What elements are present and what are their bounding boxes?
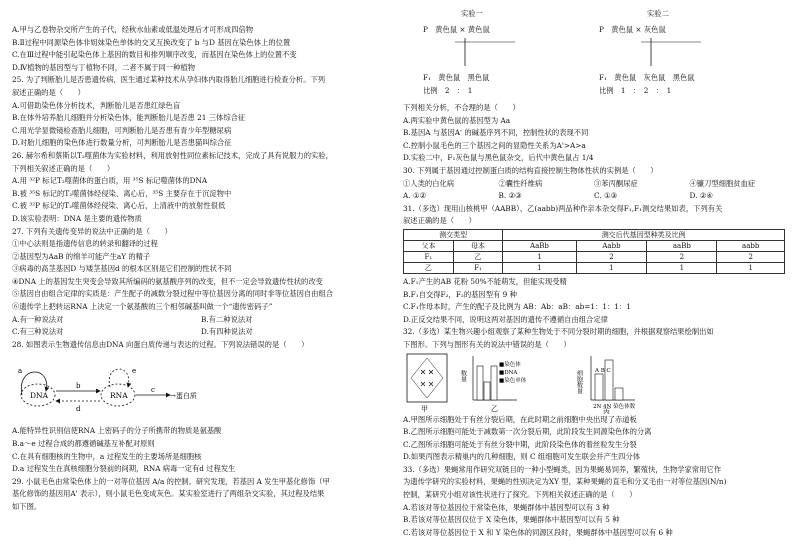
group-labels: A B C bbox=[595, 367, 611, 374]
legend-1: ■染色体 bbox=[499, 361, 521, 368]
question-29 bbox=[12, 476, 390, 514]
question-32 bbox=[403, 326, 785, 464]
exp1-title: 实验一 bbox=[461, 9, 483, 18]
bing-xlabel: 2N 4N 染色体数 bbox=[593, 403, 636, 410]
q24-options bbox=[12, 24, 390, 74]
text-line: A.甲与乙卷物杂交所产生的子代，经秋水仙素或低温处理后才可形成四倍物 bbox=[12, 25, 254, 34]
dna-label: DNA bbox=[30, 391, 48, 401]
statement: ⑤基因自由组合定律的实质是：产生配子的减数分裂过程中等位基因分离的同时非等位基因自由组合 bbox=[12, 289, 334, 299]
statement: ③病毒的高茎基因D 与矮茎基因d 的根本区别是它们控制的性状不同 bbox=[12, 264, 232, 274]
bar-c bbox=[615, 388, 623, 400]
statement: ④DNA 上的基因发生突变会导致其所编码的氨基酸序列的改变，但不一定会导致遗传性状的改变 bbox=[12, 276, 323, 286]
table-cell: 2 bbox=[717, 251, 785, 262]
cross-lines-svg bbox=[403, 36, 783, 72]
bing-ylabel: 细胞数量 bbox=[575, 369, 583, 394]
option-row bbox=[12, 314, 390, 327]
testcross-table bbox=[403, 229, 785, 274]
option-row bbox=[403, 190, 785, 203]
question-29-cont bbox=[403, 102, 785, 165]
option: B.基因A 与基因A' 的碱基序列不同，控制性状的表现不同 bbox=[403, 128, 589, 138]
option: B.乙图所示细胞可能处于减数第一次分裂后期，此阶段发生同源染色体的分离 bbox=[403, 427, 652, 437]
cell-jia bbox=[407, 354, 447, 402]
table-header: 测交后代基因型种类及比例 bbox=[503, 229, 785, 240]
option: C.若该对等位基因位于 X 和 Y 染色体的同源区段时，果蝇群体中基因型可以有 6 种 bbox=[403, 527, 673, 537]
label-c: c bbox=[151, 386, 155, 395]
table-cell: F₁ bbox=[404, 251, 454, 262]
bar-a bbox=[595, 374, 603, 400]
question-30 bbox=[403, 165, 785, 203]
question-stem: 叙述正确的是（ ） bbox=[403, 216, 476, 226]
exp1-ratio: 比例 2 ： 1 bbox=[423, 86, 473, 95]
legend-2: ■DNA bbox=[499, 369, 518, 376]
table-header: 测交类型 bbox=[404, 229, 503, 240]
exp1-f1: F₁ 黄色鼠 黑色鼠 bbox=[423, 73, 490, 82]
question-stem: 28. 如图表示生物遗传信息由DNA 向蛋白质传递与表达的过程。下列说法错误的是（ ） bbox=[12, 339, 309, 349]
table-cell: 乙 bbox=[404, 262, 454, 273]
question-stem: 控制，某研究小组对该性状进行了探究。下列相关叙述正确的是（ ） bbox=[403, 490, 637, 500]
option: B.在体外培养胎儿细胞并分析染色体，能判断胎儿是否患 21 三体综合征 bbox=[12, 113, 246, 123]
option-row bbox=[12, 326, 390, 339]
label-b: b bbox=[76, 382, 81, 391]
table-cell: 1 bbox=[503, 251, 576, 262]
option: B.a～e 过程合成的都遵循碱基互补配对原则 bbox=[12, 439, 155, 449]
cell-division-figure bbox=[403, 352, 785, 414]
exp2-f1: F₁ 黄色鼠 灰色鼠 黑色鼠 bbox=[599, 73, 695, 82]
exp2-title: 实验二 bbox=[647, 9, 669, 18]
text-line: C.在Ⅲ过程中能引起染色体上基因的数目和排列顺序改变，而基因在染色体上的位置不变 bbox=[12, 50, 297, 60]
option: C.用光学显微镜检查胎儿细胞，可判断胎儿是否患有青少年型糖尿病 bbox=[12, 125, 232, 135]
rna-label: RNA bbox=[110, 391, 128, 401]
label-jia: 甲 bbox=[421, 404, 428, 413]
cross-experiments-figure bbox=[403, 8, 785, 102]
table-cell: 乙 bbox=[453, 251, 503, 262]
option: D. ②④ bbox=[689, 191, 713, 201]
option: A.甲图所示细胞处于有丝分裂后期，在此时期之前细胞中央出现了赤道板 bbox=[403, 414, 637, 424]
option: D.正反交结果不同，说明这两对基因的遗传不遵循自由组合定律 bbox=[403, 314, 608, 324]
statement: ①人类的白化病 bbox=[403, 178, 455, 188]
question-stem: 25. 为了判断胎儿是否患遗传病，医生通过某种技术从孕妇体内取得胎儿细胞进行检查分析。下列 bbox=[12, 75, 326, 85]
option: A.若该对等位基因位于常染色体，果蝇群体中基因型可以有 3 种 bbox=[403, 502, 610, 512]
option: A.两实验中黄色鼠的基因型为 Aa bbox=[403, 115, 511, 125]
option: C.控制小鼠毛色的三个基因之间的显隐性关系为A'>A>a bbox=[403, 140, 586, 150]
question-stem: 下列相关分析，不合理的是（ ） bbox=[403, 103, 520, 112]
option: D.该实验表明：DNA 是主要的遗传物质 bbox=[12, 213, 142, 223]
question-27 bbox=[12, 226, 390, 339]
option: C.F₁作母本时，产生的配子及比例为 AB：Ab：aB：ab=1：1：1：1 bbox=[403, 302, 631, 312]
central-dogma-svg bbox=[12, 351, 212, 425]
table-cell: 1 bbox=[647, 262, 717, 273]
option: A.能特异性识别信使RNA 上密码子的分子所携带的物质是氨基酸 bbox=[12, 426, 222, 436]
option: A.可借助染色体分析技术，判断胎儿是否患红绿色盲 bbox=[12, 100, 181, 110]
table-cell: 2 bbox=[576, 251, 647, 262]
option: D.实验二中，F₁灰色鼠与黑色鼠杂交，后代中黄色鼠占 1/4 bbox=[403, 153, 594, 163]
option: C.被 ³²P 标记的T₂噬菌体经侵染、离心后，上清液中的放射性很低 bbox=[12, 201, 226, 211]
question-33 bbox=[403, 464, 785, 540]
table-cell: AaBb bbox=[503, 240, 576, 251]
option: B.被 ³⁵S 标记的T₂噬菌体经侵染、离心后，³⁵S 主要存在于沉淀物中 bbox=[12, 188, 232, 198]
option: C.在具有细胞核的生物中，a 过程发生的主要场所是细胞核 bbox=[12, 451, 202, 461]
bar-b bbox=[605, 360, 613, 400]
question-stem: 27. 下列有关遗传变异的说法中正确的是（ ） bbox=[12, 226, 172, 236]
option: D.a 过程发生在真核细胞分裂前的间期，RNA 病毒一定有d 过程发生 bbox=[12, 464, 236, 474]
question-stem: 30. 下列属于基因通过控制蛋白质的结构直接控制生物体性状的实例是（ ） bbox=[403, 165, 658, 175]
statement: ②基因型为AaB 的绵羊可能产生aY 的精子 bbox=[12, 251, 151, 261]
exp1-parents: P 黄色鼠 × 黄色鼠 bbox=[423, 25, 490, 34]
statement: ④镰刀型细胞贫血症 bbox=[689, 178, 756, 188]
yi-ylabel: 数量 bbox=[459, 369, 467, 382]
label-yi: 乙 bbox=[491, 404, 498, 413]
question-31 bbox=[403, 203, 785, 327]
table-cell: Aabb bbox=[576, 240, 647, 251]
statement-row bbox=[403, 178, 785, 191]
right-column bbox=[403, 8, 785, 539]
left-column bbox=[12, 24, 390, 514]
option: B.F₁自交得F₂，F₂的基因型有 9 种 bbox=[403, 289, 517, 299]
exp2-ratio: 比例 1 ： 2 ： 1 bbox=[599, 86, 672, 95]
statement: ①中心法则是指遗传信息的转录和翻译的过程 bbox=[12, 239, 158, 249]
table-cell: 1 bbox=[503, 262, 576, 273]
question-stem: 26. 赫尔希和蔡斯以T₂噬菌体为实验材料，利用放射性同位素标记技术，完成了具有说服力的实验， bbox=[12, 150, 333, 160]
label-a: a bbox=[18, 367, 23, 376]
option: C.乙图所示细胞可能处于有丝分裂中期，此阶段染色体的着丝粒发生分裂 bbox=[403, 439, 637, 449]
table-row bbox=[404, 262, 785, 273]
cell-division-svg bbox=[403, 352, 785, 414]
option: D.有四种说法对 bbox=[201, 327, 253, 337]
option: D.对胎儿细胞的染色体进行数量分析，可判断胎儿是否患猫叫综合征 bbox=[12, 138, 232, 148]
option: B. ②③ bbox=[498, 191, 522, 201]
question-28 bbox=[12, 339, 390, 476]
central-dogma-diagram bbox=[12, 351, 390, 425]
legend-3: ■染色单体 bbox=[499, 377, 527, 384]
table-cell: 1 bbox=[717, 262, 785, 273]
option: A.有一种说法对 bbox=[12, 314, 64, 324]
statement: ②囊性纤维病 bbox=[498, 178, 543, 188]
option: A. ①② bbox=[403, 191, 426, 201]
table-cell: 2 bbox=[647, 251, 717, 262]
text-line: D.Ⅳ植物的基因型与丁植物不同，二者不属于同一种植物 bbox=[12, 62, 196, 72]
option: B.有二种说法对 bbox=[201, 314, 253, 324]
question-25 bbox=[12, 74, 390, 150]
statement: ⑥遗传学上把转运RNA 上决定一个氨基酸的三个相邻碱基叫做一个“遗传密码子” bbox=[12, 302, 273, 312]
label-bing: 丙 bbox=[603, 407, 610, 414]
option: D.如果丙图表示精巢内的几种细胞，则 C 组细胞可发生联会并产生四分体 bbox=[403, 452, 641, 462]
option: C. ①③ bbox=[594, 191, 618, 201]
table-cell: F₁ bbox=[453, 262, 503, 273]
question-stem: 如下图。 bbox=[12, 502, 42, 511]
table-cell: aabb bbox=[717, 240, 785, 251]
question-26 bbox=[12, 150, 390, 226]
text-line: B.Ⅱ过程中同源染色体非姐妹染色单体的交叉互换改变了 b 与D 基因在染色体上的位置 bbox=[12, 37, 291, 47]
option: A.F₁产生的AB 花粉 50%不能萌发，但能实现受精 bbox=[403, 276, 567, 286]
question-stem: 为遗传学研究的实验材料，果蝇的性别决定为XY 型，某种果蝇的直毛和分叉毛由一对等位基因(N/n) bbox=[403, 477, 727, 487]
question-stem: 下列相关叙述正确的是（ ） bbox=[12, 163, 115, 173]
statement: ③苯丙酮尿症 bbox=[594, 178, 638, 188]
label-d: d bbox=[76, 405, 81, 414]
question-stem: 下图形。下列与图形有关的说法中错误的是（ ） bbox=[403, 339, 571, 349]
question-stem: 叙述正确的是（ ） bbox=[12, 87, 85, 97]
table-cell: 父本 bbox=[404, 240, 454, 251]
protein-label: →蛋白质 bbox=[170, 392, 197, 401]
table-cell: 1 bbox=[576, 262, 647, 273]
table-row bbox=[404, 251, 785, 262]
question-stem: 基化修饰的基因用A' 表示），则小鼠毛色变成灰色。某实验室进行了两组杂交实验，其过程及结果 bbox=[12, 489, 325, 499]
question-stem: 29. 小鼠毛色由常染色体上的一对等位基因 A/a 的控制。研究发现，若基因 A 发生甲基化修饰（甲 bbox=[12, 476, 330, 486]
table-cell: aaBb bbox=[647, 240, 717, 251]
table-cell: 母本 bbox=[453, 240, 503, 251]
option: A.用 ³²P 标记T₂噬菌体的蛋白质，用 ³⁵S 标记噬菌体的DNA bbox=[12, 176, 208, 186]
question-stem: 32.（多选）某生物兴趣小组观察了某种生物处于不同分裂时期的细胞，并根据观察结果绘制出如 bbox=[403, 327, 714, 337]
question-stem: 31.（多选）现用山核桃甲（AABB）、乙(aabb)两品种作亲本杂交得F₁,F₁测交结果如表，下列有关 bbox=[403, 203, 723, 213]
label-e: e bbox=[132, 367, 137, 376]
exp2-parents: P 黄色鼠 × 灰色鼠 bbox=[599, 25, 666, 34]
question-stem: 33.（多选）果蝇常用作研究双链目的一种小型蝇类，因为果蝇易饲养，繁殖快，生物学家常用它作 bbox=[403, 464, 722, 474]
option: B.若该对等位基因仅位于 X 染色体，果蝇群体中基因型可以有 5 种 bbox=[403, 515, 620, 525]
option: C.有三种说法对 bbox=[12, 327, 64, 337]
